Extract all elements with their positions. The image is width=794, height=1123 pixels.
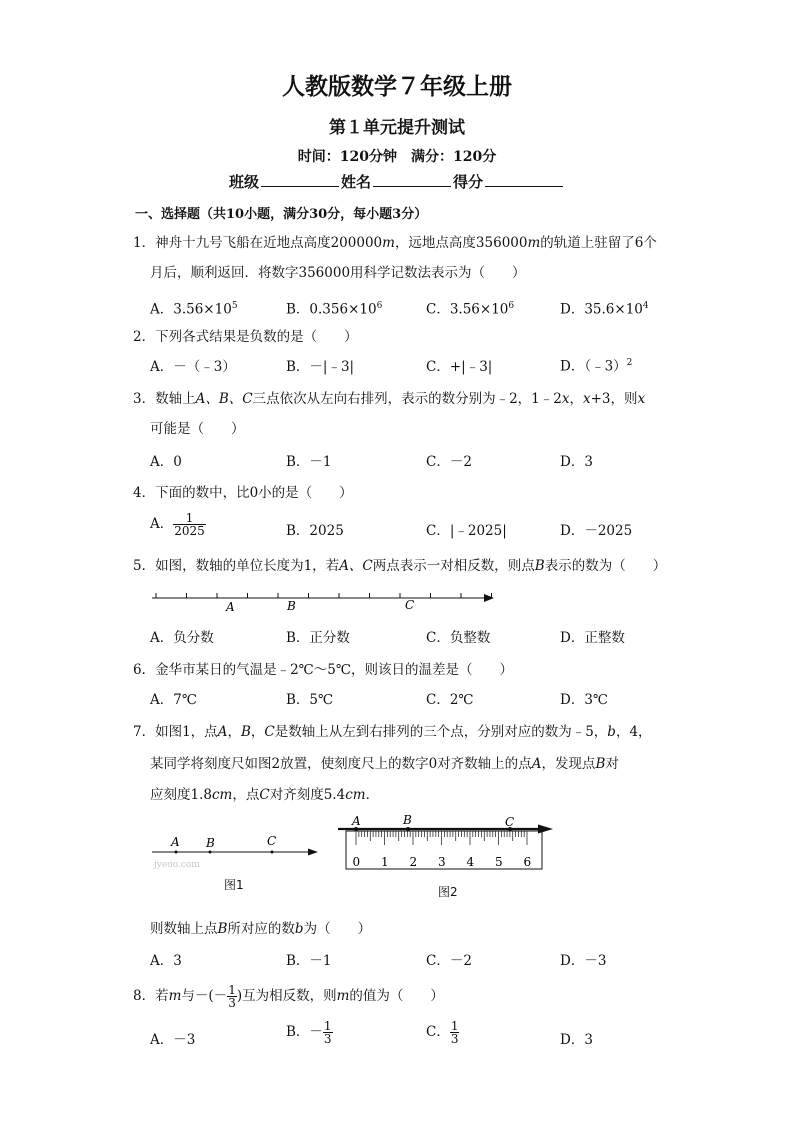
ruler-numbers [353,855,532,869]
point-c-dot [271,851,274,854]
q8-option-a[interactable]: A．－3 [150,1032,196,1048]
q6-option-c[interactable]: C．2℃ [426,692,474,708]
axis-arrow [308,849,318,856]
figure1-caption: 图1 [224,878,244,892]
q5-number-line [148,590,498,616]
axis-ticks [156,593,492,598]
q4-stem: 4．下面的数中，比0小的是（ ） [133,485,353,501]
q4-option-a[interactable]: A． $\frac{1}{2025}$ [150,511,205,538]
point-a-label: A [226,600,235,614]
q3-option-c[interactable]: C．－2 [426,454,472,470]
q3-option-a[interactable]: A．0 [150,454,182,470]
point-b-label: B [206,836,215,850]
q1-option-d[interactable]: D．$35.6\times 10^4$ [560,301,649,318]
q2-option-c[interactable]: C．+|﹣3| [426,359,493,375]
point-b-dot [406,827,410,831]
q5-option-d[interactable]: D．正整数 [560,630,625,646]
q1-stem-line2: 月后，顺利返回．将数字356000用科学记数法表示为（ ） [150,265,526,281]
q3-option-d[interactable]: D．3 [560,454,593,470]
q7-stem-line3: 应刻度1.8cm，点C对齐刻度5.4cm． [150,787,380,803]
ruler-number: 0 [352,855,361,869]
q8-option-b[interactable]: B．－ $\frac{1}{3}$ [286,1019,332,1046]
class-label: 班级 [228,173,259,191]
q1-option-a[interactable]: A．$3.56\times 10^5$ [150,301,238,318]
q5-stem: 5．如图，数轴的单位长度为1，若A、C两点表示一对相反数，则点B表示的数为（ ） [133,558,667,574]
q7-option-b[interactable]: B．－1 [286,953,332,969]
q2-option-b[interactable]: B．－|﹣3| [286,359,355,375]
q5-option-c[interactable]: C．负整数 [426,630,491,646]
class-blank[interactable] [261,172,339,187]
q6-option-d[interactable]: D．3℃ [560,692,609,708]
q2-option-a[interactable]: A．－（﹣3） [150,359,236,375]
q8-option-c[interactable]: C． $\frac{1}{3}$ [426,1019,459,1046]
q4-option-d[interactable]: D．－2025 [560,523,633,539]
q6-option-b[interactable]: B．5℃ [286,692,334,708]
q4-option-c[interactable]: C．|﹣2025| [426,523,507,539]
q5-option-b[interactable]: B．正分数 [286,630,350,646]
point-c-label: C [505,815,515,829]
point-c-label: C [267,834,277,848]
ruler-number: 1 [381,855,389,869]
point-b-label: B [287,599,296,613]
q7-question: 则数轴上点B所对应的数b为（ ） [150,921,372,937]
q1-option-c[interactable]: C．$3.56\times 10^6$ [426,301,515,318]
ruler-number: 5 [495,855,503,869]
fraction: $\frac{1}{2025}$ [174,511,205,538]
q8-stem: 8．若m与－(－ $\frac{1}{3}$ )互为相反数，则m的值为（ ） [133,983,444,1010]
score-blank[interactable] [485,172,563,187]
student-info-line [0,171,794,192]
ruler-number: 2 [409,855,418,869]
q2-stem: 2．下列各式结果是负数的是（ ） [133,329,358,345]
page-title: 人教版数学７年级上册 [282,73,512,100]
q7-figure1-number-line [148,830,324,874]
point-a-label: A [352,814,361,828]
section-heading: 一、选择题（共10小题，满分30分，每小题3分） [135,207,428,222]
fraction: $\frac{1}{3}$ [450,1019,459,1046]
axis-arrow [538,825,553,834]
q8-option-d[interactable]: D．3 [560,1032,593,1048]
q7-option-d[interactable]: D．－3 [560,953,607,969]
fraction: $\frac{1}{3}$ [228,983,236,1010]
point-c-label: C [405,598,415,612]
time-score-line: 时间：120分钟 满分：120分 [297,149,497,165]
q7-option-a[interactable]: A．3 [150,953,182,969]
q2-option-d[interactable]: D．（﹣3）$^2$ [560,358,633,375]
q3-stem-line2: 可能是（ ） [150,421,245,437]
page-subtitle: 第１单元提升测试 [329,118,465,138]
q7-figure2-ruler [332,812,562,874]
name-label: 姓名 [340,173,371,191]
point-b-dot [209,851,212,854]
axis-arrow [484,594,494,602]
ruler-ticks [356,831,527,845]
q1-stem-line1: 1．神舟十九号飞船在近地点高度200000m，远地点高度356000m的轨道上驻留了6个 [133,235,657,251]
q7-stem-line1: 7．如图1，点A，B，C是数轴上从左到右排列的三个点，分别对应的数为﹣5，b，4， [133,724,652,740]
ruler-number: 6 [523,855,532,869]
q6-option-a[interactable]: A．7℃ [150,692,197,708]
figure2-caption: 图2 [438,885,458,899]
point-a-label: A [171,835,180,849]
q5-option-a[interactable]: A．负分数 [150,630,214,646]
q3-option-b[interactable]: B．－1 [286,454,332,470]
point-a-dot [175,851,178,854]
q4-option-b[interactable]: B．2025 [286,523,344,539]
watermark: jyeoo.com [154,860,200,870]
point-b-label: B [403,813,412,827]
fraction: $\frac{1}{3}$ [323,1019,332,1046]
score-label: 得分 [453,173,484,191]
q7-option-c[interactable]: C．－2 [426,953,472,969]
q6-stem: 6．金华市某日的气温是﹣2℃～5℃，则该日的温差是（ ） [133,662,513,678]
q7-stem-line2: 某同学将刻度尺如图2放置，使刻度尺上的数字0对齐数轴上的点A，发现点B对 [150,756,619,772]
q3-stem-line1: 3．数轴上A、B、C三点依次从左向右排列，表示的数分别为﹣2，1﹣2x，x+3，则x [133,391,646,407]
ruler-number: 3 [438,855,446,869]
ruler-number: 4 [466,855,475,869]
name-blank[interactable] [373,172,451,187]
q1-option-b[interactable]: B．$0.356\times 10^6$ [286,301,383,318]
